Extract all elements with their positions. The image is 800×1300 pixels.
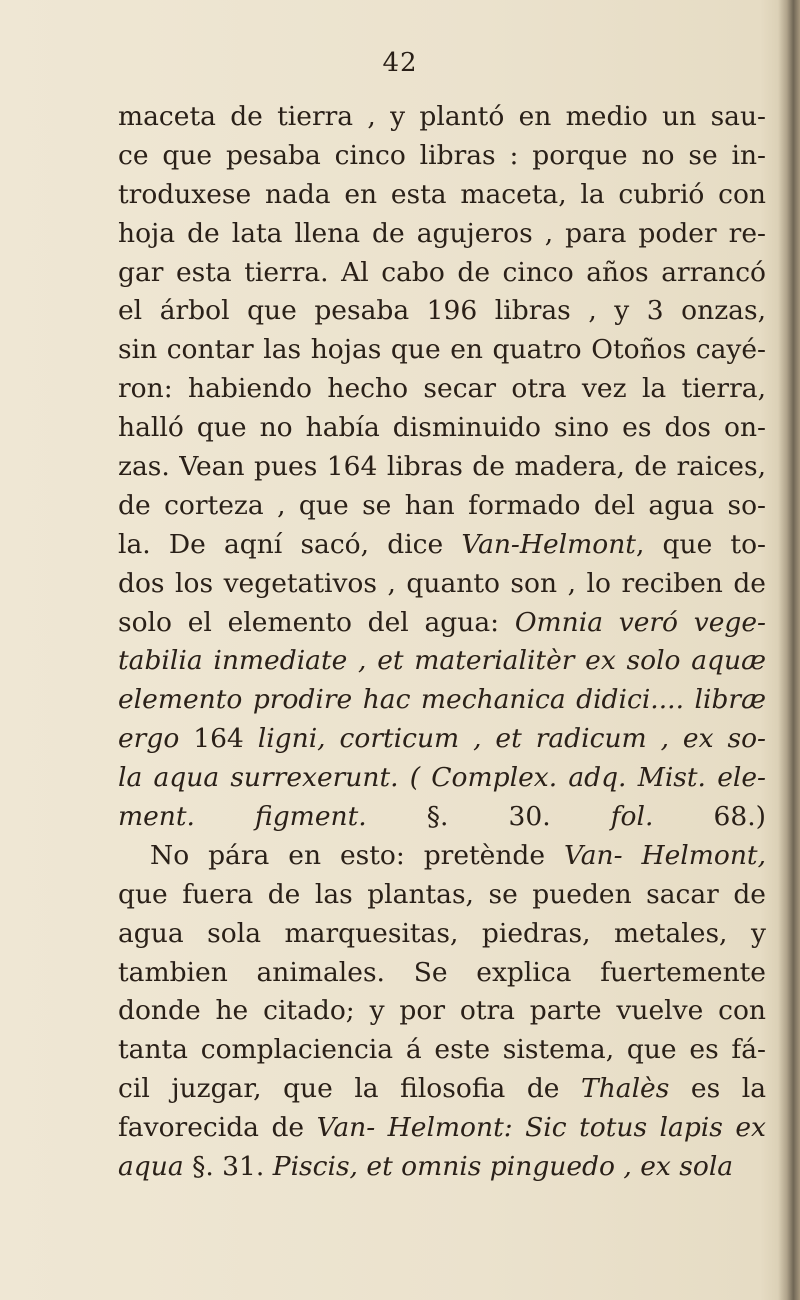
text-line [118,292,766,331]
text-segment: agua sola marquesitas, piedras, metales, y [118,917,766,949]
text-segment: halló que no había disminuido sino es dos on- [118,412,766,444]
text-line [118,681,766,720]
text-line [118,759,766,798]
text-line [118,1031,766,1070]
page-number: 42 [382,48,418,78]
text-segment: la. De aqní sacó, dice [118,528,462,560]
text-segment: ron: habiendo hecho secar otra vez la tierra, [118,373,766,405]
text-line [118,798,766,837]
text-segment: de corteza , que se han formado del agua so- [118,489,766,521]
text-line [118,487,766,526]
text-segment: , que to- [635,528,766,560]
text-line [118,837,766,876]
text-segment: zas. Vean pues 164 libras de madera, de raices, [118,451,766,483]
italic-text: ergo [118,723,194,755]
text-line [118,720,766,759]
text-segment: No pára en esto: pretènde [150,839,565,871]
italic-text: la aqua surrexerunt. ( Complex. adq. Mist. ele- [118,762,766,794]
italic-text: Van-Helmont [461,528,636,560]
text-segment: favorecida de [118,1112,317,1144]
text-segment: 68.) [653,801,766,833]
text-segment: que fuera de las plantas, se pueden sacar de [118,878,766,910]
text-segment: §. 30. [426,801,611,833]
text-line [118,1109,766,1148]
text-segment: es la [669,1073,766,1105]
text-line [118,137,766,176]
text-line [118,331,766,370]
text-line [118,98,766,137]
italic-text: Omnia veró vege- [514,606,766,638]
italic-text: aqua [118,1151,184,1183]
text-line [118,526,766,565]
text-segment: tambien animales. Se explica fuertemente [118,956,766,988]
body-text [118,98,766,1187]
italic-text: Thalès [581,1073,670,1105]
italic-text: Van- Helmont, [564,839,766,871]
text-line [118,254,766,293]
italic-text: elemento prodire hac mechanica didici.... libræ [118,684,766,716]
text-line [118,642,766,681]
italic-text: fol. [610,801,654,833]
text-line [118,876,766,915]
text-line [118,1148,766,1187]
text-line [118,409,766,448]
text-line [118,954,766,993]
text-segment: dos los vegetativos , quanto son , lo reciben de [118,567,766,599]
text-segment: maceta de tierra , y plantó en medio un sau- [118,101,766,132]
text-segment: hoja de lata llena de agujeros , para poder re- [118,217,766,249]
italic-text: Van- Helmont: Sic totus lapis ex [316,1112,766,1144]
text-segment: el árbol que pesaba 196 libras , y 3 onzas, [118,295,766,327]
text-segment: sin contar las hojas que en quatro Otoños cayé- [118,334,766,366]
text-segment: gar esta tierra. Al cabo de cinco años arrancó [118,256,766,288]
italic-text: Piscis, et omnis pinguedo , ex sola [272,1151,734,1183]
italic-text: ment. figment. [118,801,427,833]
text-line [118,992,766,1031]
text-segment: ce que pesaba cinco libras : porque no se in- [118,139,766,171]
text-line [118,565,766,604]
text-line [118,448,766,487]
text-line [118,604,766,643]
text-segment: tanta complaciencia á este sistema, que es fá- [118,1034,766,1066]
text-line [118,176,766,215]
text-line [118,1070,766,1109]
italic-text: tabilia inmediate , et materialitèr ex solo aquæ [118,645,766,677]
text-segment: cil juzgar, que la filosofia de [118,1073,582,1105]
text-line [118,215,766,254]
text-segment: §. 31. [183,1151,273,1183]
text-segment: troduxese nada en esta maceta, la cubrió con [118,178,766,210]
text-segment: solo el elemento del agua: [118,606,515,638]
text-segment: 164 [193,723,258,755]
text-line [118,370,766,409]
italic-text: ligni, corticum , et radicum , ex so- [257,723,766,755]
page-binding-shadow [778,0,800,1300]
text-line [118,915,766,954]
text-segment: donde he citado; y por otra parte vuelve con [118,995,766,1027]
